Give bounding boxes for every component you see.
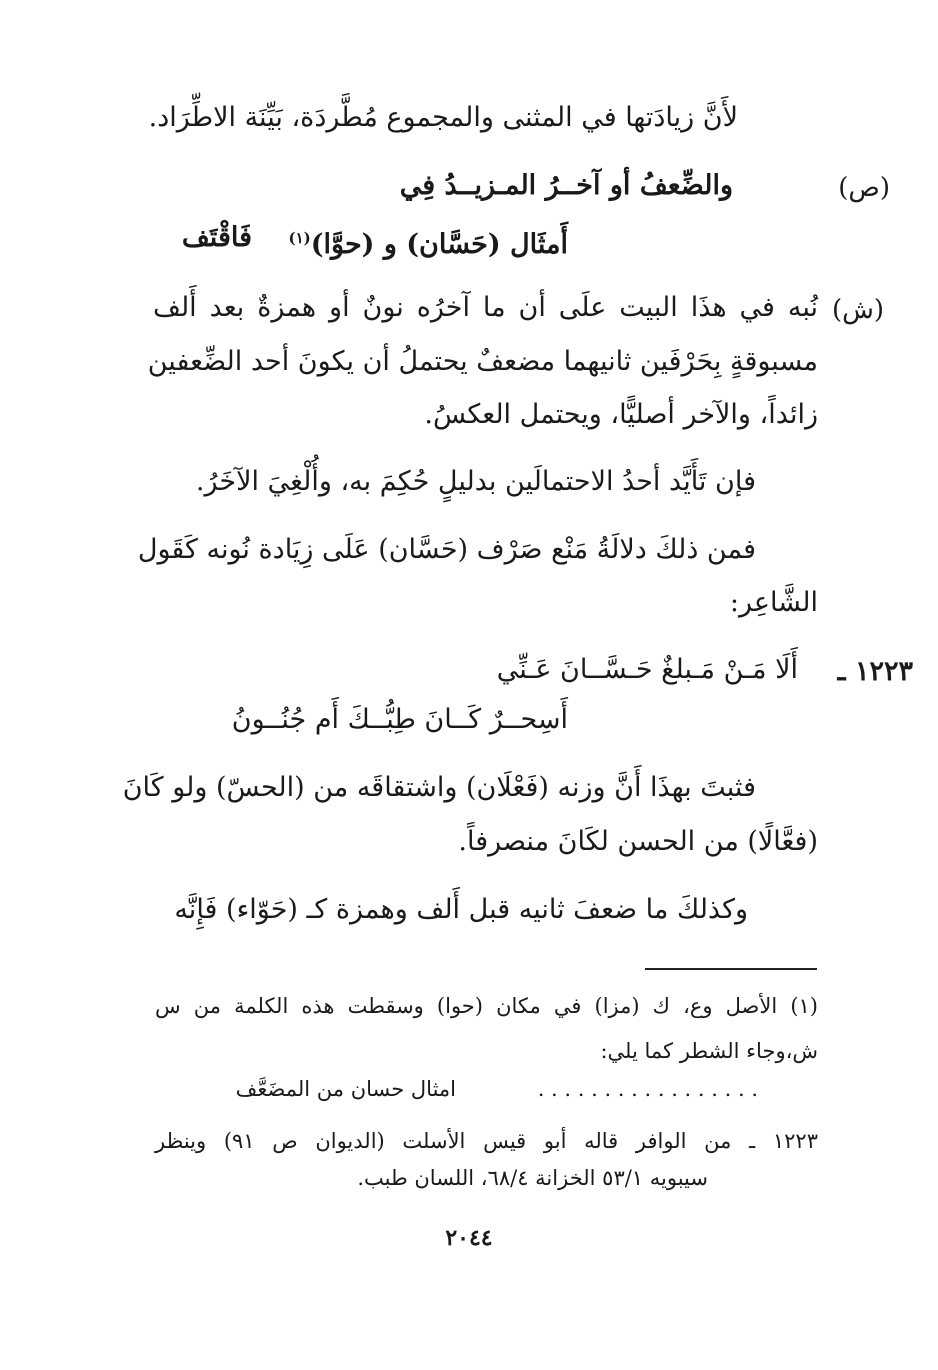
- verse-1-hemistich-2-end: فَاقْتَف: [181, 222, 252, 253]
- footnote-1-dots: . . . . . . . . . . . . . . . . .: [537, 1077, 758, 1101]
- explanation-line-2: مسبوقةٍ بِحَرْفَين ثانيهما مضعفٌ يحتملُ أن يكونَ أحد الضِّعفين: [147, 346, 818, 377]
- footnote-separator: [645, 968, 817, 970]
- verse-1-hemistich-2: [288, 218, 568, 265]
- paragraph-4-line-2: (فعَّالًا) من الحسن لكَانَ منصرفاً.: [458, 826, 818, 857]
- footnote-1-line-2: ش،وجاء الشطر كما يلي:: [600, 1039, 818, 1063]
- section-marker-sad: (ص): [838, 173, 890, 203]
- paragraph-4-line-1: فثبتَ بهذَا أَنَّ وزنه (فَعْلَان) واشتقاقَه من (الحسّ) ولو كَانَ: [122, 772, 756, 803]
- paragraph-2-line-1: فإن تَأَيَّد أحدُ الاحتمالَين بدليلٍ حُكِمَ به، وأُلْغِيَ الآخَرُ.: [195, 466, 756, 497]
- paragraph-3-line-2: الشَّاعِر:: [729, 587, 818, 618]
- page-number: ٢٠٤٤: [445, 1225, 493, 1251]
- section-marker-shin: (ش): [831, 295, 884, 325]
- footnote-1-line-1: (١) الأصل وع، ك (مزا) في مكان (حوا) وسقطت هذه الكلمة من س: [155, 994, 818, 1018]
- explanation-line-1: نُبه في هذَا البيت علَى أن ما آخرُه نونٌ أو همزةٌ بعد أَلف: [153, 292, 818, 323]
- explanation-line-3: زائداً، والآخر أصليًّا، ويحتمل العكسُ.: [424, 399, 818, 430]
- footnote-2-line-2: سيبويه ٥٣/١ الخزانة ٦٨/٤، اللسان طبب.: [357, 1166, 708, 1190]
- verse-2-hemistich-2: أَسِحــرٌ كَــانَ طِبُّــكَ أَم جُنُــونُ: [231, 704, 568, 735]
- footnote-1-verse: امثال حسان من المضَعَّف: [235, 1077, 456, 1101]
- verse-1-hemistich-1: والضِّعفُ أو آخــرُ المـزيــدُ فِي: [399, 170, 733, 201]
- verse-1-hemistich-2-text: أَمثَال (حَسَّان) و (حوَّا): [310, 229, 568, 260]
- verse-2-hemistich-1: أَلَا مَـنْ مَـبلغٌ حَـسَّــانَ عَـنِّي: [496, 654, 798, 685]
- verse-number: ١٢٢٣ ـ: [837, 656, 913, 687]
- paragraph-5-line-1: وكذلكَ ما ضعفَ ثانيه قبل أَلف وهمزة كـ (حَوّاء) فَإِنَّه: [174, 894, 748, 925]
- footnote-2-line-1: ١٢٢٣ ـ من الوافر قاله أبو قيس الأسلت (الديوان ص ٩١) وينظر: [155, 1129, 818, 1153]
- text-line-1: لأَنَّ زيادَتها في المثنى والمجموع مُطَّردَة، بَيِّنَة الاطِّرَاد.: [148, 102, 738, 133]
- paragraph-3-line-1: فمن ذلكَ دلالَةُ مَنْع صَرْف (حَسَّان) عَلَى زِيَادة نُونه كَقَول: [137, 534, 756, 565]
- footnote-ref-1: (١): [288, 229, 311, 247]
